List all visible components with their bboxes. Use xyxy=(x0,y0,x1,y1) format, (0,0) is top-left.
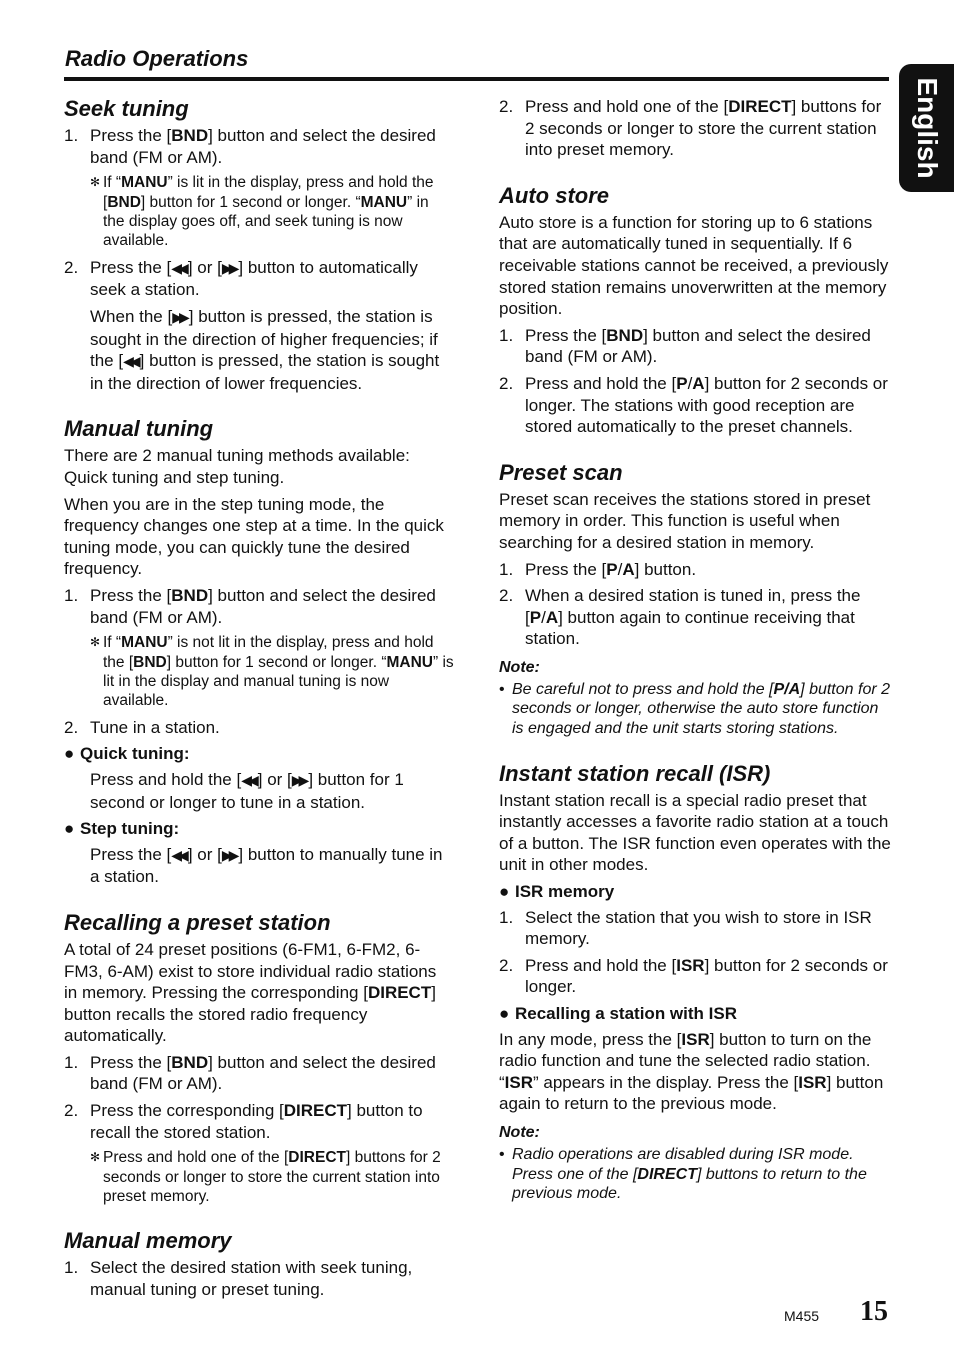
sub-note: ✻ Press and hold one of the [DIRECT] buttons for 2 seconds or longer to store the current station into preset memory. xyxy=(90,1149,441,1206)
list-item: 2. Tune in a station. xyxy=(64,717,220,737)
paragraph: When you are in the step tuning mode, the frequency changes one step at a time. In the quick tuning mode, you can quickly tune the desired frequency. xyxy=(64,494,444,579)
bullet-icon: ● xyxy=(499,1004,510,1023)
list-item: 2. Press and hold one of the [DIRECT] buttons for 2 seconds or longer to store the current station into preset memory. xyxy=(499,97,882,160)
list-item: 1. Press the [BND] button and select the desired band (FM or AM). xyxy=(64,1052,436,1094)
header-rule xyxy=(64,77,889,81)
left-column xyxy=(64,96,454,1306)
list-item: 2. Press the [◀◀ ] or [▶▶ ] button to automatically seek a station. xyxy=(64,257,418,300)
language-label: English xyxy=(911,77,943,179)
list-item: 1. Press the [BND] button and select the desired band (FM or AM). xyxy=(499,325,871,367)
bullet-icon: ● xyxy=(64,819,75,839)
model-number: M455 xyxy=(784,1308,820,1324)
note-item: • Be careful not to press and hold the [P/A] button for 2 seconds or longer, otherwise the auto store function is engaged and the unit starts storing stations. xyxy=(499,680,891,738)
bullet-icon: ● xyxy=(64,744,75,764)
heading-preset-scan: Preset scan xyxy=(499,459,623,485)
rewind-icon: ◀◀ xyxy=(171,846,185,863)
language-tab xyxy=(899,64,954,192)
bullet-heading: ● Recalling a station with ISR xyxy=(499,1004,737,1023)
fast-forward-icon: ▶▶ xyxy=(221,259,236,276)
bullet-heading: ● ISR memory xyxy=(499,882,615,902)
section-header: Radio Operations xyxy=(65,46,249,71)
list-item: 1. Press the [BND] button and select the desired band (FM or AM). xyxy=(64,585,436,627)
paragraph: Preset scan receives the stations stored in preset memory in order. This function is useful when searching for a desired station in memory. xyxy=(499,489,871,552)
heading-seek-tuning: Seek tuning xyxy=(64,96,189,121)
bullet-icon: ● xyxy=(499,882,510,902)
list-item: 2. When a desired station is tuned in, press the [P/A] button again to continue receiving that station. xyxy=(499,586,861,649)
right-column xyxy=(499,96,891,1209)
fast-forward-icon: ▶▶ xyxy=(291,771,306,788)
note-heading: Note: xyxy=(499,658,540,676)
heading-manual-memory: Manual memory xyxy=(64,1228,232,1254)
note-heading: Note: xyxy=(499,1123,540,1141)
list-item: 1. Press the [P/A] button. xyxy=(499,559,697,579)
list-item: 1. Press the [BND] button and select the desired band (FM or AM). xyxy=(64,126,436,167)
bullet-heading: ● Quick tuning: xyxy=(64,744,190,764)
sub-note: ✻ If “MANU” is not lit in the display, press and hold the [BND] button for 1 second or longer. “MANU” is lit in the display and manual tuning is now available. xyxy=(90,634,454,710)
list-item: 1. Select the desired station with seek tuning, manual tuning or preset tuning. xyxy=(64,1258,413,1300)
list-item: 1. Select the station that you wish to store in ISR memory. xyxy=(499,907,872,949)
list-item: 2. Press and hold the [ISR] button for 2 seconds or longer. xyxy=(499,955,888,997)
list-item: 2. Press the corresponding [DIRECT] button to recall the stored station. xyxy=(64,1101,423,1142)
heading-recalling-preset: Recalling a preset station xyxy=(64,909,331,935)
paragraph: A total of 24 preset positions (6-FM1, 6-FM2, 6-FM3, 6-AM) exist to store individual radio stations in memory. Pressing the corresponding [DIRECT] button recalls the stored radio frequency automatically. xyxy=(64,939,437,1046)
note-item: • Radio operations are disabled during ISR mode. Press one of the [DIRECT] buttons to return to the previous mode. xyxy=(499,1145,867,1203)
heading-manual-tuning: Manual tuning xyxy=(64,416,214,442)
paragraph: When the [▶▶ ] button is pressed, the station is sought in the direction of higher frequencies; if the [◀◀ ] button is pressed, the station is sought in the direction of lower frequencies. xyxy=(90,307,440,393)
paragraph: Auto store is a function for storing up to 6 stations that are automatically tuned in sequentially. If 6 receivable stations cannot be received, a previously stored station remains unoverwritten at the memory position. xyxy=(499,212,889,319)
rewind-icon: ◀◀ xyxy=(123,353,137,370)
bullet-heading: ● Step tuning: xyxy=(64,819,180,839)
paragraph: Instant station recall is a special radio preset that instantly accesses a favorite radio station at a touch of a button. The ISR function even operates with the unit in other modes. xyxy=(499,790,891,875)
heading-isr: Instant station recall (ISR) xyxy=(499,760,771,786)
rewind-icon: ◀◀ xyxy=(241,771,255,788)
fast-forward-icon: ▶▶ xyxy=(221,846,236,863)
heading-auto-store: Auto store xyxy=(499,182,609,208)
sub-note: ✻ If “MANU” is lit in the display, press and hold the [BND] button for 1 second or longer. “MANU” in the display goes off, and seek tuning is now available. xyxy=(90,174,434,250)
fast-forward-icon: ▶▶ xyxy=(172,309,186,325)
list-item: 2. Press and hold the [P/A] button for 2 seconds or longer. The stations with good reception are stored automatically to the preset channels. xyxy=(499,373,888,437)
paragraph: In any mode, press the [ISR] button to turn on the radio function and tune the selected radio station. “ISR” appears in the display. Press the [ISR] button again to return to the previous mode. xyxy=(499,1029,884,1114)
page-number: 15 xyxy=(860,1296,888,1327)
paragraph: Press the [◀◀ ] or [▶▶ ] button to manually tune in a station. xyxy=(90,844,443,887)
paragraph: There are 2 manual tuning methods available: Quick tuning and step tuning. xyxy=(64,446,410,487)
paragraph: Press and hold the [◀◀ ] or [▶▶ ] button for 1 second or longer to tune in a station. xyxy=(90,769,404,812)
rewind-icon: ◀◀ xyxy=(171,259,185,276)
